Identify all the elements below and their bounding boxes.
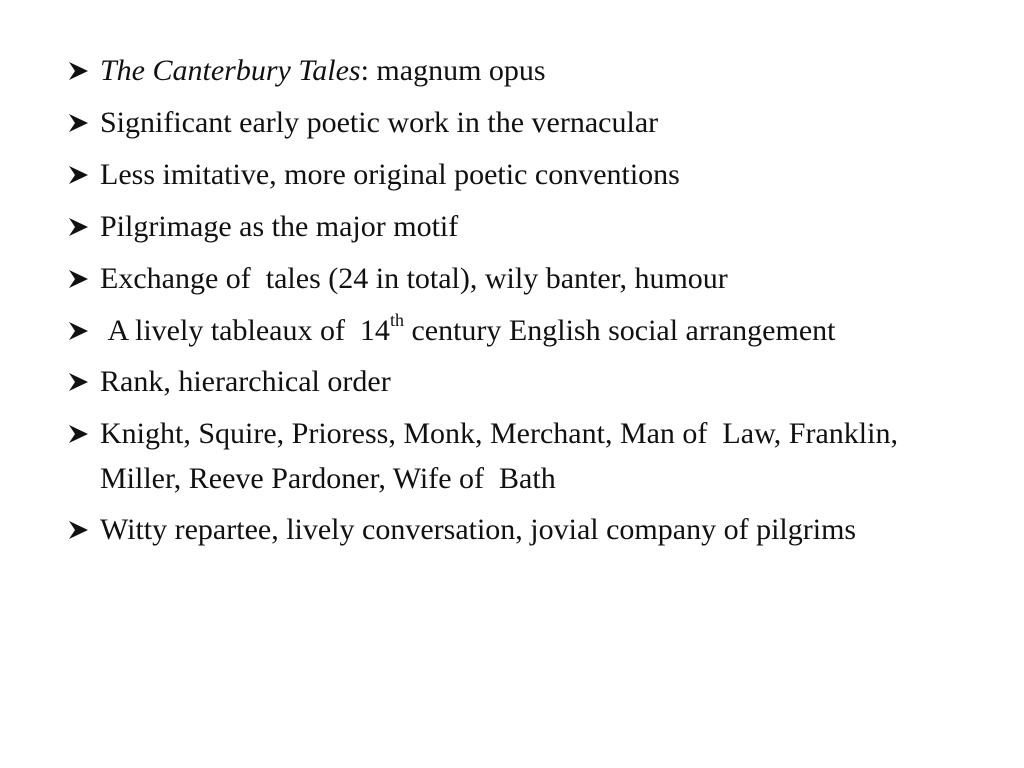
bullet-text: Rank, hierarchical order — [100, 365, 391, 398]
arrow-bullet-icon — [66, 61, 90, 81]
work-title: The Canterbury Tales — [100, 54, 361, 87]
bullet-text: Less imitative, more original poetic conventions — [100, 158, 680, 191]
bullet-text-pre: A lively tableaux of 14 — [100, 314, 390, 347]
bullet-text-rest: : magnum opus — [360, 54, 546, 87]
bullet-item — [66, 359, 986, 404]
bullet-text: Witty repartee, lively conversation, jovial company of pilgrims — [100, 513, 857, 546]
bullet-item — [66, 152, 986, 197]
bullet-item — [66, 308, 986, 353]
bullet-text: Significant early poetic work in the vernacular — [100, 106, 659, 139]
arrow-bullet-icon — [66, 269, 90, 289]
bullet-item — [66, 48, 986, 93]
bullet-text: Pilgrimage as the major motif — [100, 210, 459, 243]
arrow-bullet-icon — [66, 520, 90, 540]
bullet-text — [100, 310, 836, 347]
arrow-bullet-icon — [66, 217, 90, 237]
bullet-list — [66, 48, 986, 558]
bullet-item — [66, 411, 986, 501]
bullet-item — [66, 100, 986, 145]
bullet-text — [100, 54, 546, 87]
bullet-text: Exchange of tales (24 in total), wily banter, humour — [100, 262, 728, 295]
bullet-text-post: century English social arrangement — [403, 314, 836, 347]
bullet-item — [66, 204, 986, 249]
bullet-text: Knight, Squire, Prioress, Monk, Merchant, Man of Law, Franklin, Miller, Reeve Pardoner, Wife of Bath — [100, 417, 906, 495]
ordinal-superscript: th — [389, 310, 404, 330]
bullet-item — [66, 256, 986, 301]
arrow-bullet-icon — [66, 424, 90, 444]
bullet-item — [66, 507, 986, 552]
arrow-bullet-icon — [66, 113, 90, 133]
arrow-bullet-icon — [66, 165, 90, 185]
arrow-bullet-icon — [66, 372, 90, 392]
arrow-bullet-icon — [66, 321, 90, 341]
